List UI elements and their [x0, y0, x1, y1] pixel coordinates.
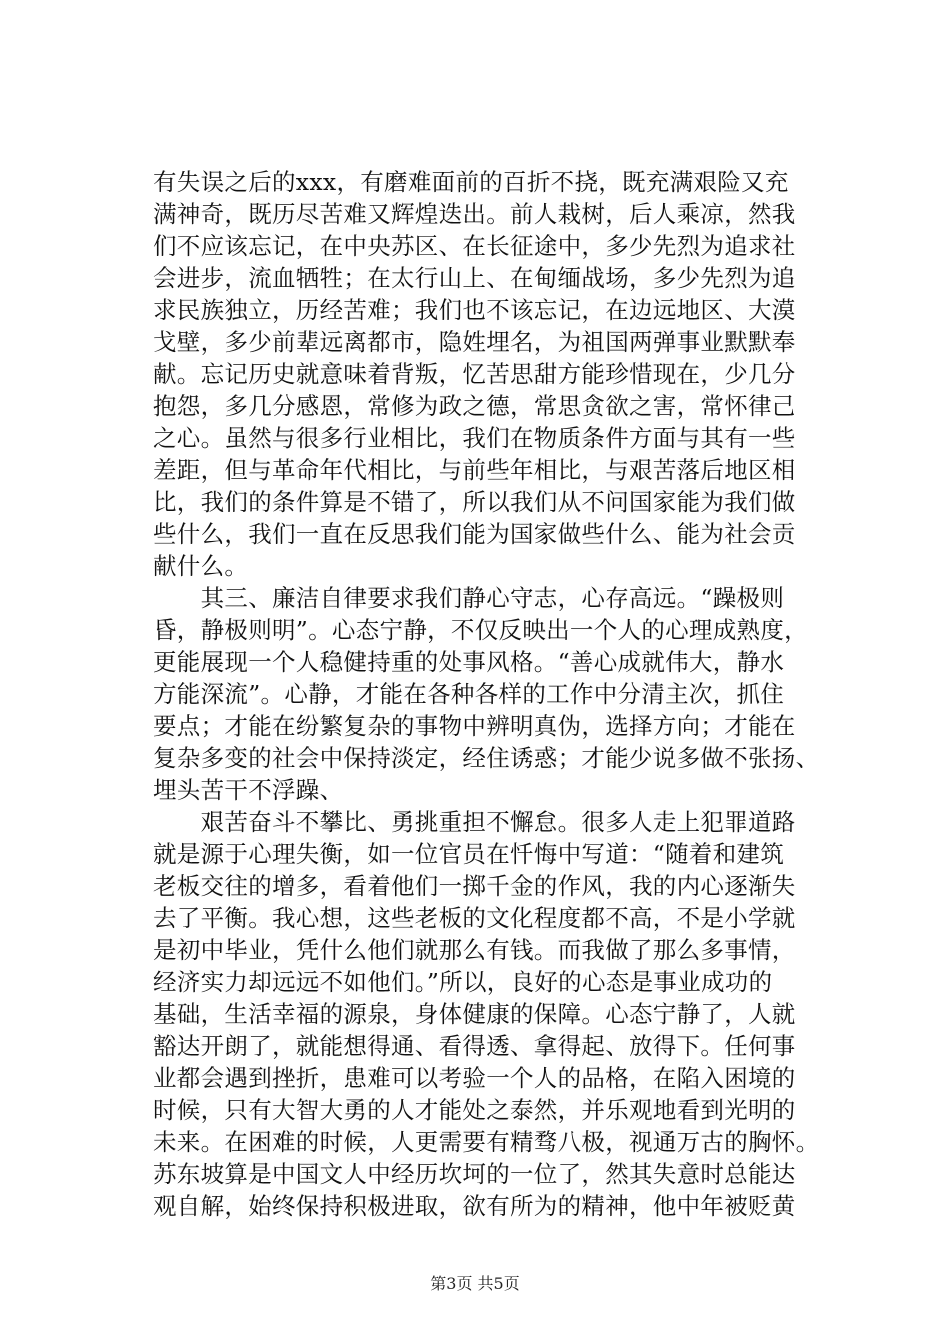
text-line: 们不应该忘记，在中央苏区、在长征途中，多少先烈为追求社	[153, 232, 796, 260]
text-line: 献什么。	[153, 552, 249, 580]
text-line: 些什么，我们一直在反思我们能为国家做些什么、能为社会贡	[153, 520, 796, 548]
text-line: 基础，生活幸福的源泉，身体健康的保障。心态宁静了，人就	[153, 1000, 796, 1028]
text-line: 之心。虽然与很多行业相比，我们在物质条件方面与其有一些	[153, 424, 796, 452]
text-line: 昏，静极则明”。心态宁静，不仅反映出一个人的心理成熟度，	[153, 616, 808, 644]
text-line: 比，我们的条件算是不错了，所以我们从不问国家能为我们做	[153, 488, 796, 516]
text-line: 更能展现一个人稳健持重的处事风格。“善心成就伟大，静水	[153, 648, 785, 676]
text-line: 就是源于心理失衡，如一位官员在忏悔中写道：“随着和建筑	[153, 840, 785, 868]
text-line: 复杂多变的社会中保持淡定，经住诱惑；才能少说多做不张扬、	[153, 744, 820, 772]
text-line: 差距，但与革命年代相比，与前些年相比，与艰苦落后地区相	[153, 456, 796, 484]
text-line: 苏东坡算是中国文人中经历坎坷的一位了，然其失意时总能达	[153, 1160, 796, 1188]
text-line: 要点；才能在纷繁复杂的事物中辨明真伪，选择方向；才能在	[153, 712, 796, 740]
text-line: 经济实力却远远不如他们。”所以，良好的心态是事业成功的	[153, 968, 773, 996]
text-line: 其三、廉洁自律要求我们静心守志，心存高远。“躁极则	[153, 584, 785, 612]
text-line: 方能深流”。心静，才能在各种各样的工作中分清主次，抓住	[153, 680, 785, 708]
text-line: 业都会遇到挫折，患难可以考验一个人的品格，在陷入困境的	[153, 1064, 796, 1092]
text-line: 有失误之后的xxx，有磨难面前的百折不挠，既充满艰险又充	[153, 168, 789, 196]
text-line: 老板交往的增多，看着他们一掷千金的作风，我的内心逐渐失	[153, 872, 796, 900]
text-line: 求民族独立，历经苦难；我们也不该忘记，在边远地区、大漠	[153, 296, 796, 324]
text-line: 会进步，流血牺牲；在太行山上、在甸缅战场，多少先烈为追	[153, 264, 796, 292]
text-line: 去了平衡。我心想，这些老板的文化程度都不高，不是小学就	[153, 904, 796, 932]
text-line: 时候，只有大智大勇的人才能处之泰然，并乐观地看到光明的	[153, 1096, 796, 1124]
text-line: 戈壁，多少前辈远离都市，隐姓埋名，为祖国两弹事业默默奉	[153, 328, 796, 356]
text-line: 豁达开朗了，就能想得通、看得透、拿得起、放得下。任何事	[153, 1032, 796, 1060]
text-line: 观自解，始终保持积极进取，欲有所为的精神，他中年被贬黄	[153, 1192, 796, 1220]
text-line: 满神奇，既历尽苦难又辉煌迭出。前人栽树，后人乘凉，然我	[153, 200, 796, 228]
page-footer	[0, 1274, 950, 1294]
body-text	[153, 166, 853, 1222]
text-line: 埋头苦干不浮躁、	[153, 776, 344, 804]
text-line: 是初中毕业，凭什么他们就那么有钱。而我做了那么多事情，	[153, 936, 796, 964]
text-line: 艰苦奋斗不攀比、勇挑重担不懈怠。很多人走上犯罪道路	[153, 808, 796, 836]
text-line: 献。忘记历史就意味着背叛，忆苦思甜方能珍惜现在，少几分	[153, 360, 796, 388]
page-number-label: 第3页 共5页	[430, 1274, 520, 1293]
text-line: 未来。在困难的时候，人更需要有精骛八极，视通万古的胸怀。	[153, 1128, 820, 1156]
text-line: 抱怨，多几分感恩，常修为政之德，常思贪欲之害，常怀律己	[153, 392, 796, 420]
